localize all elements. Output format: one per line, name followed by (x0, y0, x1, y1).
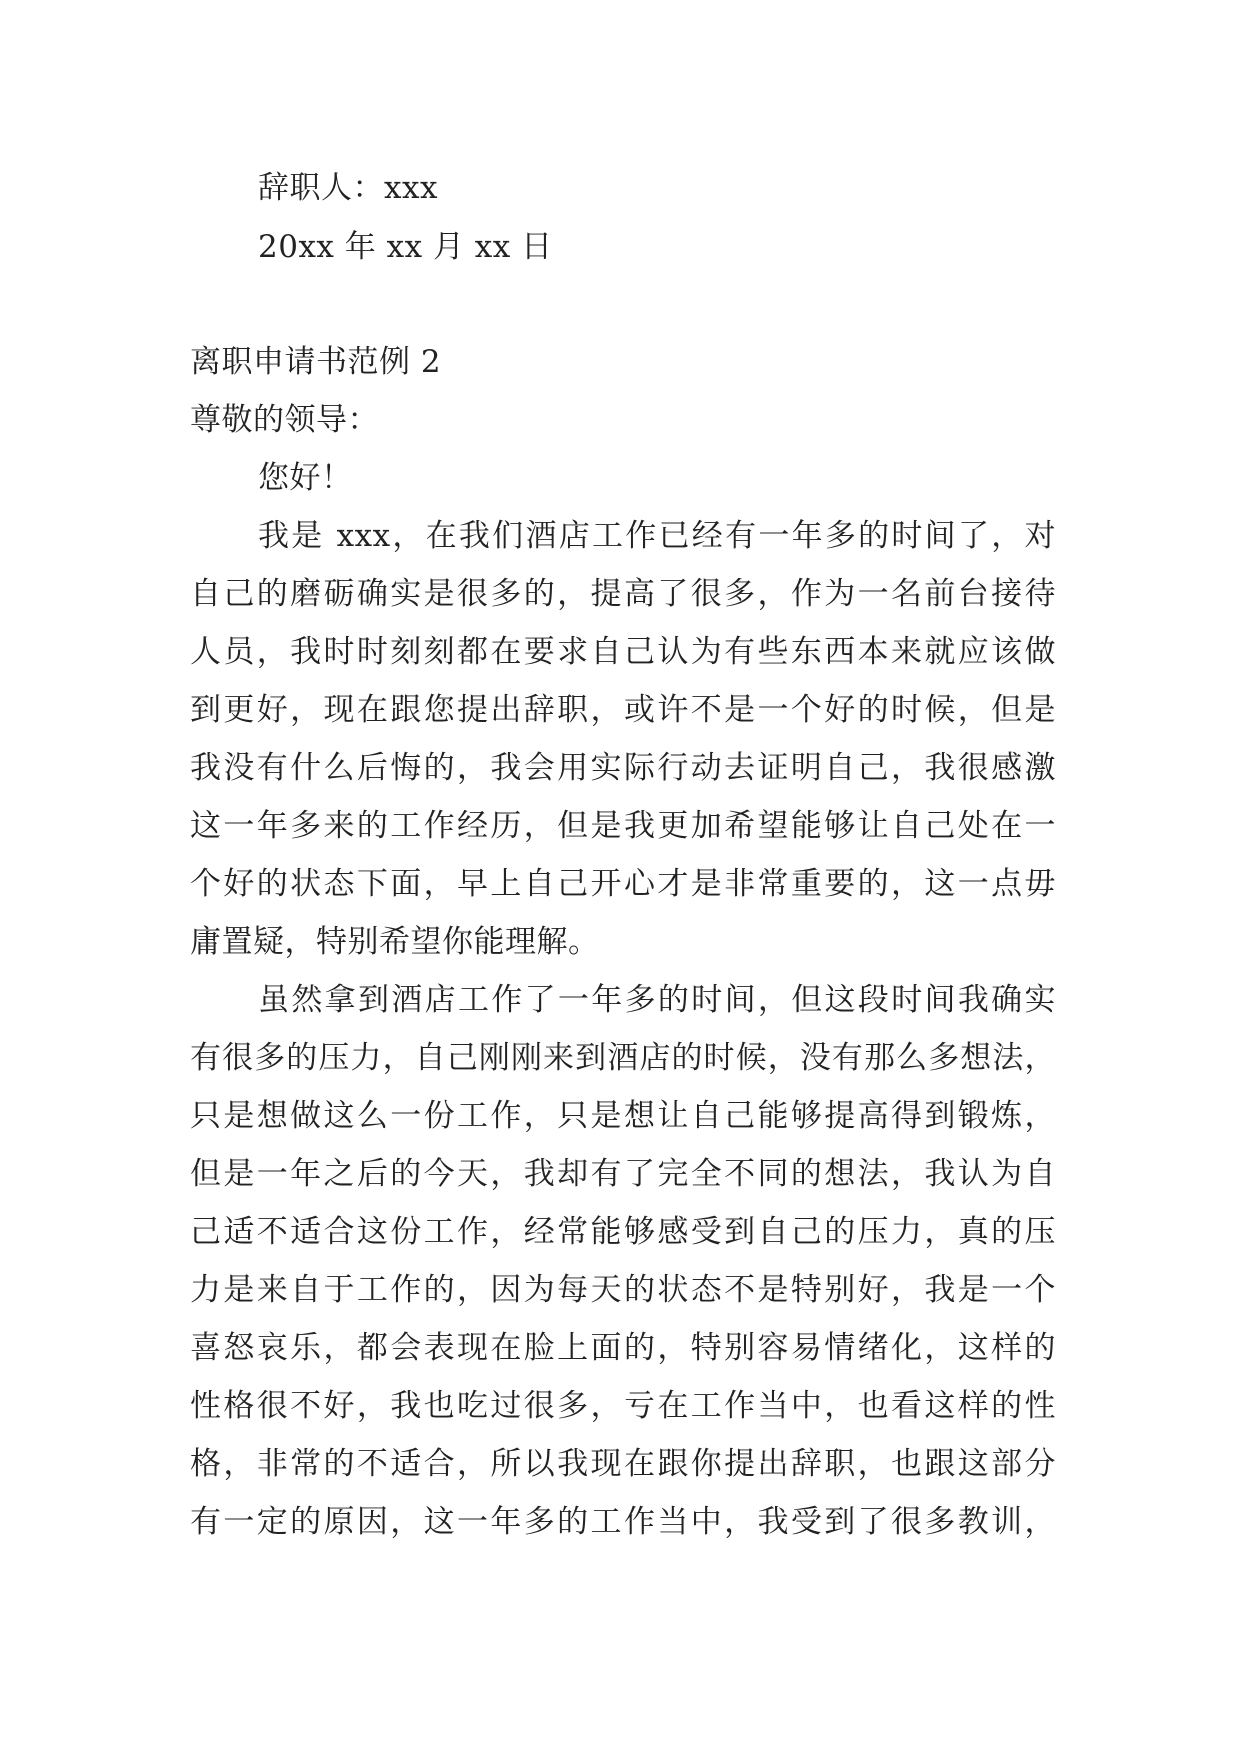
paragraph-line: 己适不适合这份工作，经常能够感受到自己的压力，真的压 (190, 1214, 1056, 1250)
paragraph-line: 力是来自于工作的，因为每天的状态不是特别好，我是一个 (190, 1272, 1056, 1308)
document-title: 离职申请书范例 2 (190, 344, 442, 380)
paragraph-line: 有一定的原因，这一年多的工作当中，我受到了很多教训， (190, 1504, 1056, 1540)
paragraph-line: 我是 xxx，在我们酒店工作已经有一年多的时间了，对 (258, 518, 1056, 554)
signature-name: 辞职人：xxx (258, 170, 438, 206)
greeting: 您好！ (258, 460, 353, 496)
paragraph-line: 有很多的压力，自己刚刚来到酒店的时候，没有那么多想法， (190, 1040, 1056, 1076)
paragraph-line: 我没有什么后悔的，我会用实际行动去证明自己，我很感激 (190, 750, 1056, 786)
paragraph-line: 喜怒哀乐，都会表现在脸上面的，特别容易情绪化，这样的 (190, 1330, 1056, 1366)
paragraph-line: 但是一年之后的今天，我却有了完全不同的想法，我认为自 (190, 1156, 1056, 1192)
paragraph-line: 到更好，现在跟您提出辞职，或许不是一个好的时候，但是 (190, 692, 1056, 728)
salutation: 尊敬的领导： (190, 402, 379, 438)
paragraph-line: 格，非常的不适合，所以我现在跟你提出辞职，也跟这部分 (190, 1446, 1056, 1482)
paragraph-line: 这一年多来的工作经历，但是我更加希望能够让自己处在一 (190, 808, 1056, 844)
paragraph-line: 性格很不好，我也吃过很多，亏在工作当中，也看这样的性 (190, 1388, 1056, 1424)
paragraph-line: 只是想做这么一份工作，只是想让自己能够提高得到锻炼， (190, 1098, 1056, 1134)
paragraph-line: 庸置疑，特别希望你能理解。 (190, 924, 600, 960)
paragraph-line: 个好的状态下面，早上自己开心才是非常重要的，这一点毋 (190, 866, 1056, 902)
signature-date: 20xx 年 xx 月 xx 日 (258, 229, 553, 265)
paragraph-line: 自己的磨砺确实是很多的，提高了很多，作为一名前台接待 (190, 576, 1056, 612)
paragraph-line: 虽然拿到酒店工作了一年多的时间，但这段时间我确实 (258, 982, 1056, 1018)
paragraph-line: 人员，我时时刻刻都在要求自己认为有些东西本来就应该做 (190, 634, 1056, 670)
